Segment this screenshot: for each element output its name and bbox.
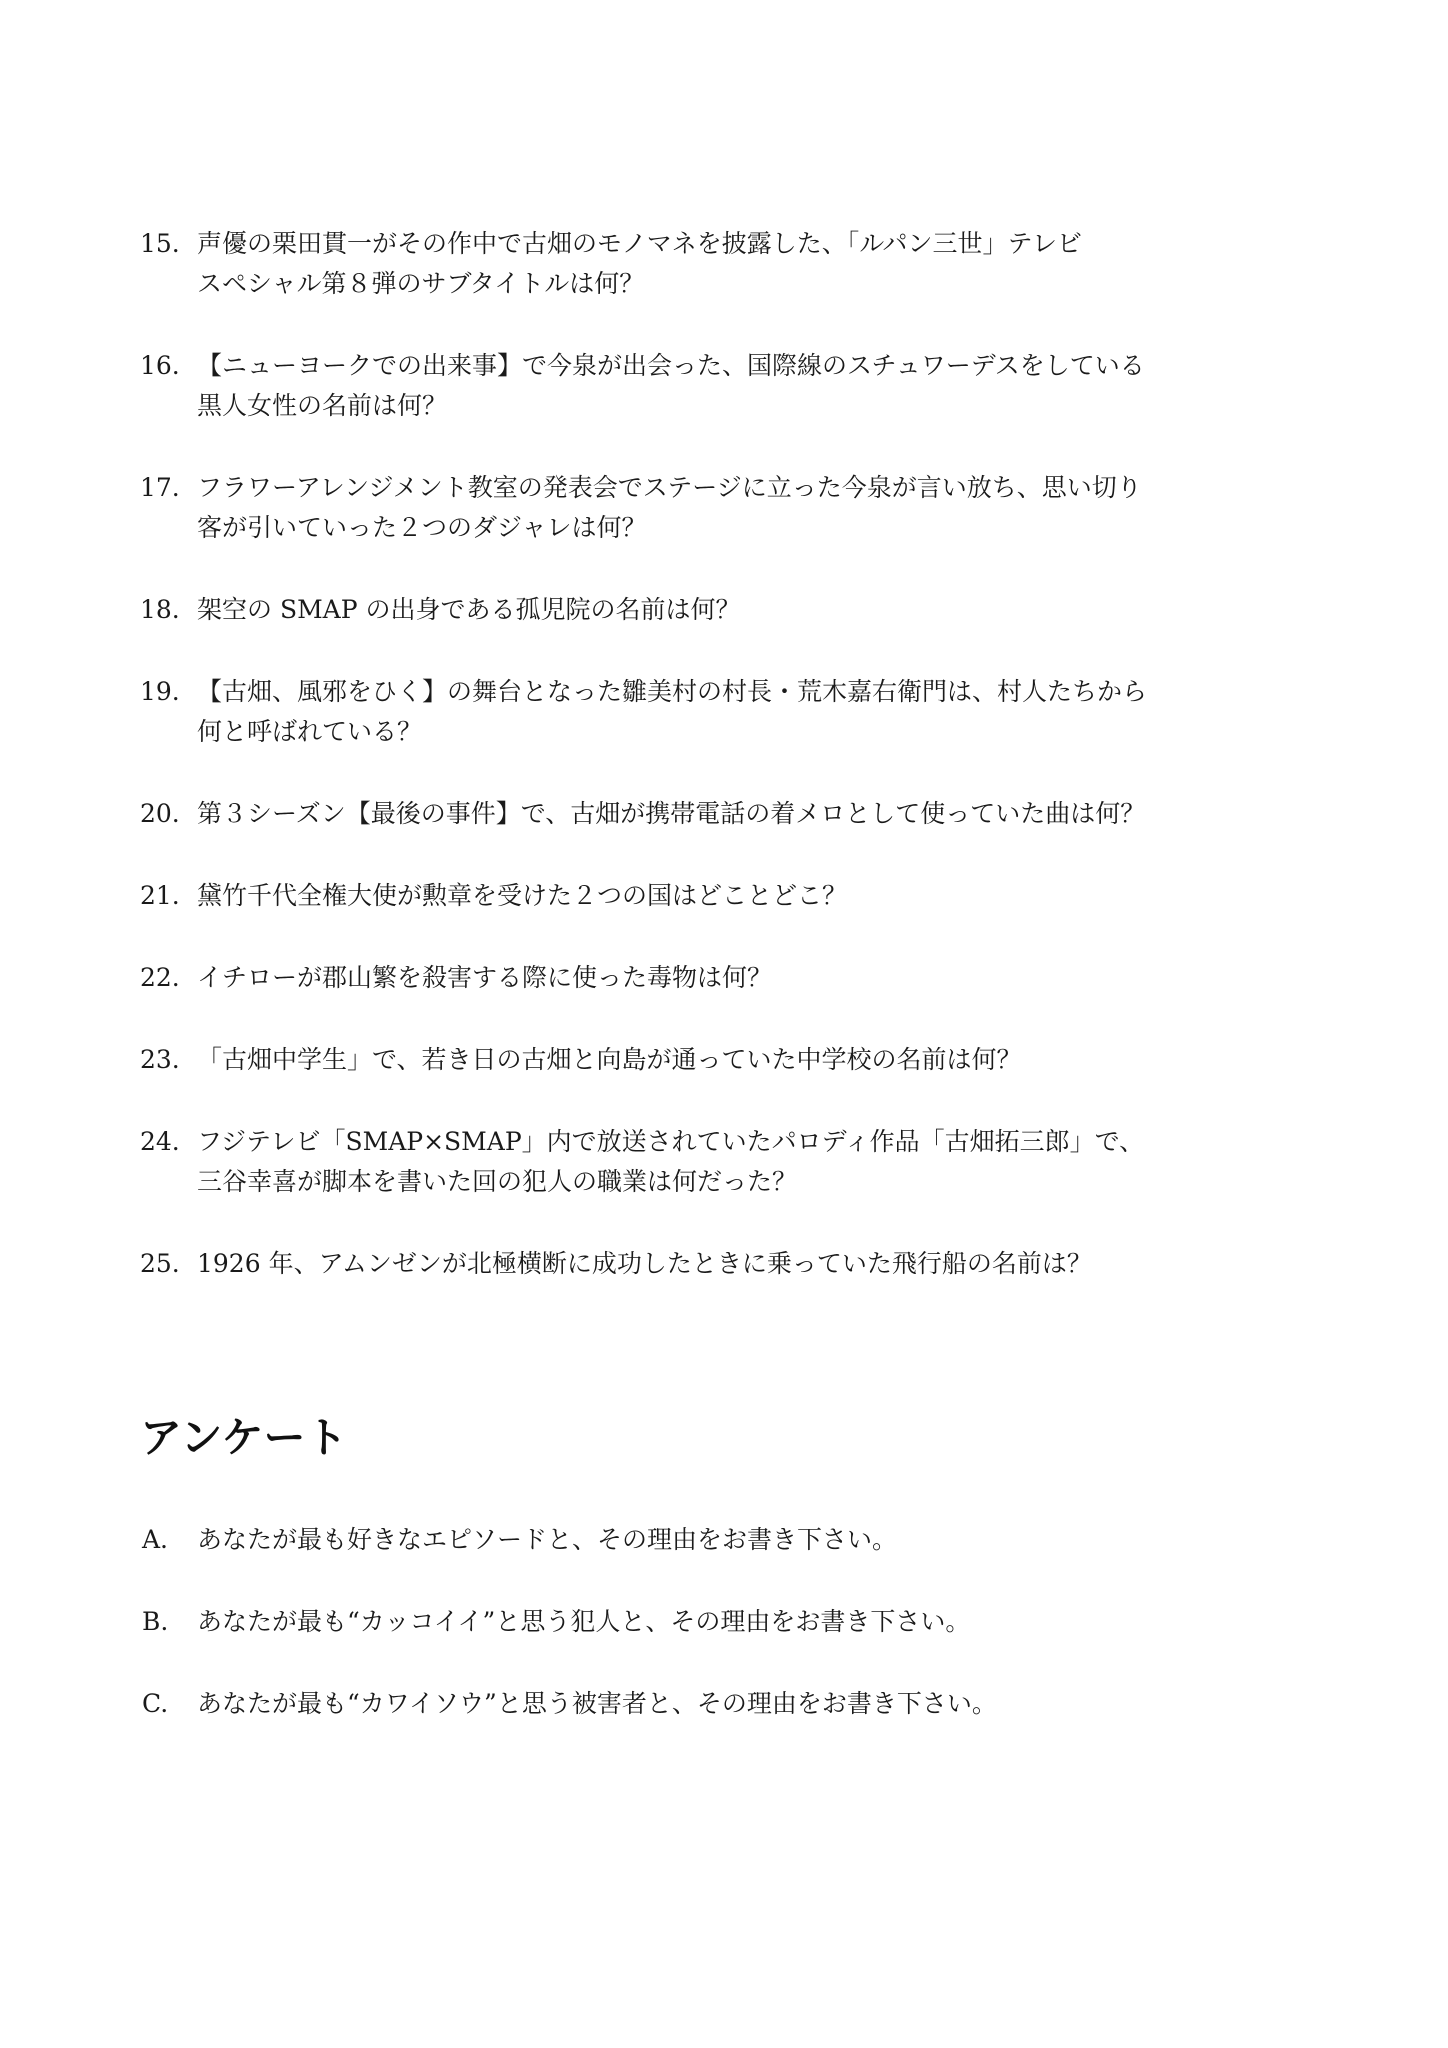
question-text-line: フラワーアレンジメント教室の発表会でステージに立った今泉が言い放ち、思い切り <box>197 473 1142 502</box>
question-text-line: フジテレビ「SMAP×SMAP」内で放送されていたパロディ作品「古畑拓三郎」で、 <box>197 1127 1145 1156</box>
question-23 <box>140 1040 1330 1080</box>
question-text-line: 何と呼ばれている？ <box>197 717 423 746</box>
question-number: 18. <box>140 595 180 624</box>
question-21 <box>140 876 1330 916</box>
question-number: 19. <box>140 677 180 706</box>
survey-item-text: あなたが最も“カッコイイ”と思う犯人と、その理由をお書き下さい。 <box>197 1607 971 1636</box>
survey-item-c <box>140 1684 1330 1724</box>
question-text-line: 黛竹千代全権大使が勲章を受けた２つの国はどことどこ？ <box>197 881 848 910</box>
survey-item-a <box>140 1520 1330 1560</box>
survey-item-letter: A. <box>142 1525 169 1554</box>
question-text-line: イチローが郡山繁を殺害する際に使った毒物は何？ <box>197 963 773 992</box>
question-20 <box>140 794 1330 834</box>
question-text-line: 【ニューヨークでの出来事】で今泉が出会った、国際線のスチュワーデスをしている <box>197 351 1145 380</box>
question-24 <box>140 1122 1330 1202</box>
question-text-line: スペシャル第８弾のサブタイトルは何？ <box>197 269 645 298</box>
question-text-line: 【古畑、風邪をひく】の舞台となった雛美村の村長・荒木嘉右衛門は、村人たちから <box>197 677 1148 706</box>
question-text-line: 黒人女性の名前は何？ <box>197 391 448 420</box>
question-15 <box>140 224 1330 304</box>
question-number: 24. <box>140 1127 180 1156</box>
survey-item-text: あなたが最も“カワイソウ”と思う被害者と、その理由をお書き下さい。 <box>197 1689 997 1718</box>
question-number: 16. <box>140 351 180 380</box>
question-list <box>140 224 1330 1326</box>
question-25 <box>140 1244 1330 1284</box>
question-number: 25. <box>140 1249 180 1278</box>
question-17 <box>140 468 1330 548</box>
question-text-line: 「古畑中学生」で、若き日の古畑と向島が通っていた中学校の名前は何？ <box>197 1045 1022 1074</box>
question-number: 23. <box>140 1045 180 1074</box>
question-number: 22. <box>140 963 180 992</box>
question-18 <box>140 590 1330 630</box>
question-text-line: 架空の SMAP の出身である孤児院の名前は何？ <box>197 595 741 624</box>
question-19 <box>140 672 1330 752</box>
question-16 <box>140 346 1330 426</box>
survey-list <box>140 1520 1330 1766</box>
question-text-line: 客が引いていった２つのダジャレは何？ <box>197 513 647 542</box>
question-text-line: 1926 年、アムンゼンが北極横断に成功したときに乗っていた飛行船の名前は？ <box>197 1249 1092 1278</box>
question-text-line: 三谷幸喜が脚本を書いた回の犯人の職業は何だった？ <box>197 1167 798 1196</box>
question-number: 15. <box>140 229 180 258</box>
question-number: 17. <box>140 473 180 502</box>
survey-item-text: あなたが最も好きなエピソードと、その理由をお書き下さい。 <box>197 1525 898 1554</box>
question-text-line: 第３シーズン【最後の事件】で、古畑が携帯電話の着メロとして使っていた曲は何？ <box>197 799 1146 828</box>
survey-heading: アンケート <box>140 1413 348 1462</box>
question-number: 21. <box>140 881 180 910</box>
question-text-line: 声優の栗田貫一がその作中で古畑のモノマネを披露した、「ルパン三世」テレビ <box>197 229 1083 258</box>
question-number: 20. <box>140 799 180 828</box>
survey-item-letter: C. <box>142 1689 169 1718</box>
survey-item-letter: B. <box>142 1607 169 1636</box>
survey-item-b <box>140 1602 1330 1642</box>
question-22 <box>140 958 1330 998</box>
